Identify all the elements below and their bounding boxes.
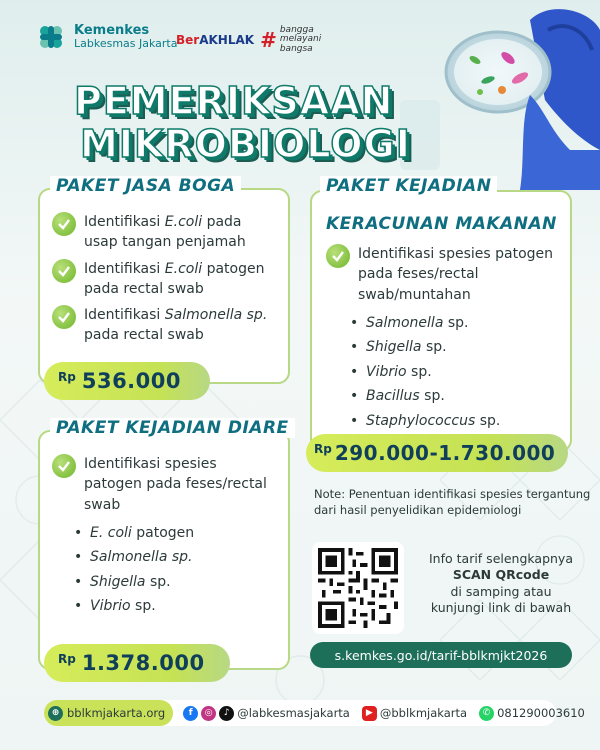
facebook-icon: f [183,706,198,721]
list-item: • Salmonella sp. [74,545,278,570]
list-item [52,305,278,346]
note-text: Note: Penentuan identifikasi spesies tergantung dari hasil penyelidikan epidemiologi [314,487,591,518]
price-amount: 536.000 [81,369,181,393]
title-line-2: MIKROBIOLOGI [80,121,411,166]
item-text: Identifikasi [84,307,165,324]
list-item: • Salmonella sp. [350,311,562,336]
check-icon [52,454,76,478]
website-text: bblkmjakarta.org [67,706,166,720]
social-handle: @labkesmasjakarta [237,706,350,720]
list-item [52,212,278,253]
berakhlak-logo [176,26,321,54]
item-italic: Salmonella sp. [164,307,268,324]
globe-icon: ⊕ [48,706,63,721]
price-currency: Rp [58,652,76,666]
kemenkes-logo-area [36,22,178,52]
check-icon [52,212,76,236]
info-line-3: di samping atau [450,583,552,599]
card-jasa-boga [38,188,290,384]
list-item [52,259,278,300]
list-item: • Shigella sp. [350,335,562,360]
species-list [74,521,278,619]
social-links[interactable] [183,706,350,721]
list-item [52,454,278,515]
footer-bar [44,700,585,726]
brand-name: Kemenkes [74,22,150,38]
tarif-link[interactable]: s.kemkes.go.id/tarif-bblkmjkt2026 [310,642,572,668]
bangga-melayani-logo [280,26,321,54]
price-diare [44,644,230,682]
item-italic: E.coli [164,260,203,277]
item-text: Identifikasi spesies patogen pada feses/rectal swab [84,456,267,513]
whatsapp-link[interactable] [479,706,585,721]
qr-code-icon [318,548,398,628]
item-italic: E.coli [164,214,203,230]
card-diare [38,430,290,670]
youtube-handle: @bblkmjakarta [379,706,468,720]
item-text: Identifikasi [84,214,165,230]
list-item: • E. coli patogen [74,521,278,546]
list-item: • Staphylococcus sp. [350,409,562,434]
price-currency: Rp [58,370,76,384]
list-item: • Vibrio sp. [350,360,562,385]
tiktok-icon: ♪ [219,706,234,721]
bangga-line-3: bangsa [279,43,313,54]
petri-dish-hand-illustration [380,0,600,190]
tag-keracunan-line-1: PAKET KEJADIAN [320,176,497,196]
kemenkes-logo-icon [36,22,66,52]
page-title [74,80,411,165]
check-icon [326,244,350,268]
hashtag-icon: # [260,28,277,53]
youtube-link[interactable] [362,706,467,721]
tag-diare: PAKET KEJADIAN DIARE [50,418,295,438]
check-icon [52,305,76,329]
instagram-icon: ◎ [201,706,216,721]
item-text: patogen pada rectal swab [84,260,265,297]
info-line-2: SCAN QRcode [452,567,550,583]
berakhlak-suffix: AKHLAK [199,33,255,48]
price-amount: 290.000-1.730.000 [334,441,556,465]
tag-jasa-boga: PAKET JASA BOGA [50,176,241,196]
item-text: Identifikasi [84,260,165,277]
list-item: • Shigella sp. [74,570,278,595]
whatsapp-number: 081290003610 [497,706,585,720]
youtube-icon: ▶ [362,706,377,721]
info-text [416,551,586,616]
species-list [350,311,562,434]
price-keracunan [306,434,568,472]
item-text: Identifikasi spesies patogen pada feses/rectal swab/muntahan [358,246,554,303]
list-item [326,244,562,305]
berakhlak-wordmark [176,33,254,47]
whatsapp-icon: ✆ [479,706,494,721]
price-jasa-boga [44,362,210,400]
bangga-line-1: bangga [279,25,314,35]
brand-subtitle: Labkesmas Jakarta [74,37,178,51]
price-currency: Rp [314,442,332,456]
check-icon [52,259,76,283]
tag-keracunan-line-2: KERACUNAN MAKANAN [326,214,557,234]
list-item: • Vibrio sp. [74,594,278,619]
bangga-line-2: melayani [279,34,322,45]
berakhlak-prefix: Ber [176,33,200,48]
info-line-4: kunjungi link di bawah [430,599,572,615]
list-item: • Bacillus sp. [350,384,562,409]
website-link[interactable] [44,700,173,726]
item-text: pada rectal swab [84,327,204,344]
info-line-1: Info tarif selengkapnya [429,551,573,566]
qr-code[interactable] [312,542,404,634]
item-text: pada usap tangan penjamah [84,214,246,251]
title-line-1: PEMERIKSAAN [74,79,394,123]
price-amount: 1.378.000 [81,651,205,675]
